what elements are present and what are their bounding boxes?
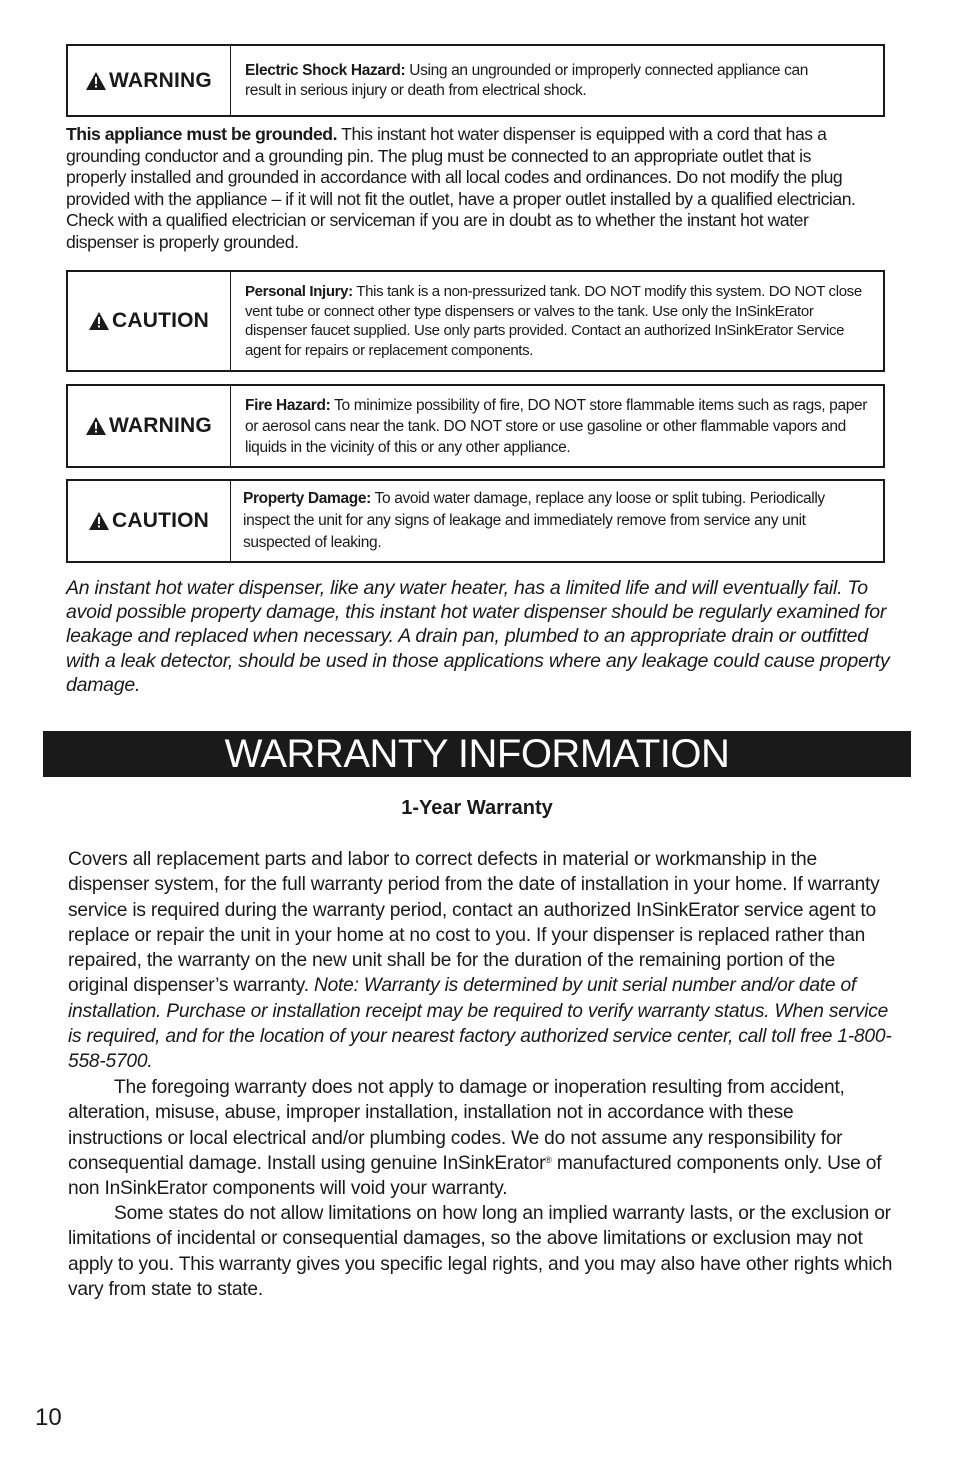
leak-note-paragraph: An instant hot water dispenser, like any water heater, has a limited life and will eventually fail. To avoid possible property damage, this instant hot water dispenser should be regularly examined for leakage and replaced when necessary. A drain pan, plumbed to an appropriate drain or outfitted with a leak detector, should be used in those applications where any leakage could cause property damage. bbox=[66, 577, 890, 696]
caution-body bbox=[231, 481, 883, 561]
warning-label-text: WARNING bbox=[109, 68, 212, 92]
warning-label-text: WARNING bbox=[109, 414, 212, 437]
warranty-exclusions-text-b: manufactured components only. Use of non InSinkErator components will void your warranty. bbox=[68, 1152, 882, 1200]
page-number: 10 bbox=[35, 1404, 62, 1431]
warning-label bbox=[68, 46, 231, 115]
notice-heading: Fire Hazard: bbox=[245, 396, 331, 414]
warning-triangle-icon bbox=[86, 417, 106, 435]
warranty-paragraph-state-rights bbox=[68, 1201, 893, 1302]
warning-triangle-icon bbox=[89, 512, 109, 530]
caution-label bbox=[68, 272, 231, 370]
grounding-paragraph bbox=[66, 124, 866, 254]
caution-body bbox=[231, 272, 883, 370]
warning-triangle-icon bbox=[86, 72, 106, 90]
notice-text: This tank is a non-pressurized tank. DO NOT modify this system. DO NOT close vent tube or connect other type dispensers or valves to the tank. Use only the InSinkErator dispenser faucet supplied. Use only parts provided. Contact an authorized InSinkErator Service agent for repairs or replacement components. bbox=[245, 283, 862, 359]
warranty-subtitle: 1-Year Warranty bbox=[401, 797, 553, 819]
warranty-paragraph-exclusions bbox=[68, 1075, 893, 1201]
notice-heading: Electric Shock Hazard: bbox=[245, 61, 406, 79]
grounding-text: This instant hot water dispenser is equipped with a cord that has a grounding conductor and a grounding pin. The plug must be connected to an appropriate outlet that is properly installed and grounded in accordance with all local codes and ordinances. Do not modify the plug provided with the appliance – if it will not fit the outlet, have a proper outlet installed by a qualified electrician. Check with a qualified electrician or serviceman if you are in doubt as to whether the instant hot water dispenser is properly grounded. bbox=[66, 124, 856, 252]
warning-label bbox=[68, 386, 231, 466]
warning-body bbox=[231, 46, 883, 115]
warranty-title: WARRANTY INFORMATION bbox=[224, 731, 730, 776]
caution-label bbox=[68, 481, 231, 561]
notice-heading: Property Damage: bbox=[243, 490, 371, 507]
caution-box-property-damage bbox=[66, 479, 885, 563]
notice-heading: Personal Injury: bbox=[245, 283, 353, 300]
notice-text: To minimize possibility of fire, DO NOT store flammable items such as rags, paper or aerosol cans near the tank. DO NOT store or use gasoline or other flammable vapors and liquids in the vicinity of this or any other appliance. bbox=[245, 396, 868, 456]
registered-mark: ® bbox=[545, 1154, 552, 1165]
warning-box-electric-shock bbox=[66, 44, 885, 117]
caution-label-text: CAUTION bbox=[111, 309, 210, 332]
warranty-banner bbox=[43, 731, 911, 777]
warning-body bbox=[231, 386, 883, 466]
notice-text: To avoid water damage, replace any loose or split tubing. Periodically inspect the unit for any signs of leakage and immediately remove from service any unit suspected of leaking. bbox=[243, 490, 825, 551]
grounding-heading: This appliance must be grounded. bbox=[66, 124, 338, 144]
warning-triangle-icon bbox=[89, 312, 109, 330]
warranty-note: Note: Warranty is determined by unit serial number and/or date of installation. Purchase or installation receipt may be required to verify warranty status. When service is required, and for the location of your nearest factory authorized service center, call toll free 1-800-558-5700. bbox=[68, 975, 892, 1073]
warranty-exclusions-text-a: The foregoing warranty does not apply to damage or inoperation resulting from accident, alteration, misuse, abuse, improper installation, installation not in accordance with these instructions or local electrical and/or plumbing codes. We do not assume any responsibility for consequential damage. Install using genuine InSinkErator bbox=[68, 1077, 845, 1174]
warranty-state-rights-text: Some states do not allow limitations on how long an implied warranty lasts, or the exclusion or limitations of incidental or consequential damages, so the above limitations or exclusion may not apply to you. This warranty gives you specific legal rights, and you may also have other rights which vary from state to state. bbox=[68, 1203, 893, 1300]
caution-label-text: CAUTION bbox=[111, 509, 210, 532]
notice-text: Using an ungrounded or improperly connected appliance can result in serious injury or death from electrical shock. bbox=[245, 61, 809, 99]
warning-box-fire-hazard bbox=[66, 384, 885, 468]
caution-box-personal-injury bbox=[66, 270, 885, 372]
warranty-paragraph-coverage bbox=[68, 847, 893, 1075]
warranty-coverage-text: Covers all replacement parts and labor to correct defects in material or workmanship in the dispenser system, for the full warranty period from the date of installation in your home. If warranty service is required during the warranty period, contact an authorized InSinkErator service agent to replace or repair the unit in your home at no cost to you. If your dispenser is replaced rather than repaired, the warranty on the new unit shall be for the duration of the remaining portion of the original dispenser’s warranty. bbox=[68, 849, 880, 997]
